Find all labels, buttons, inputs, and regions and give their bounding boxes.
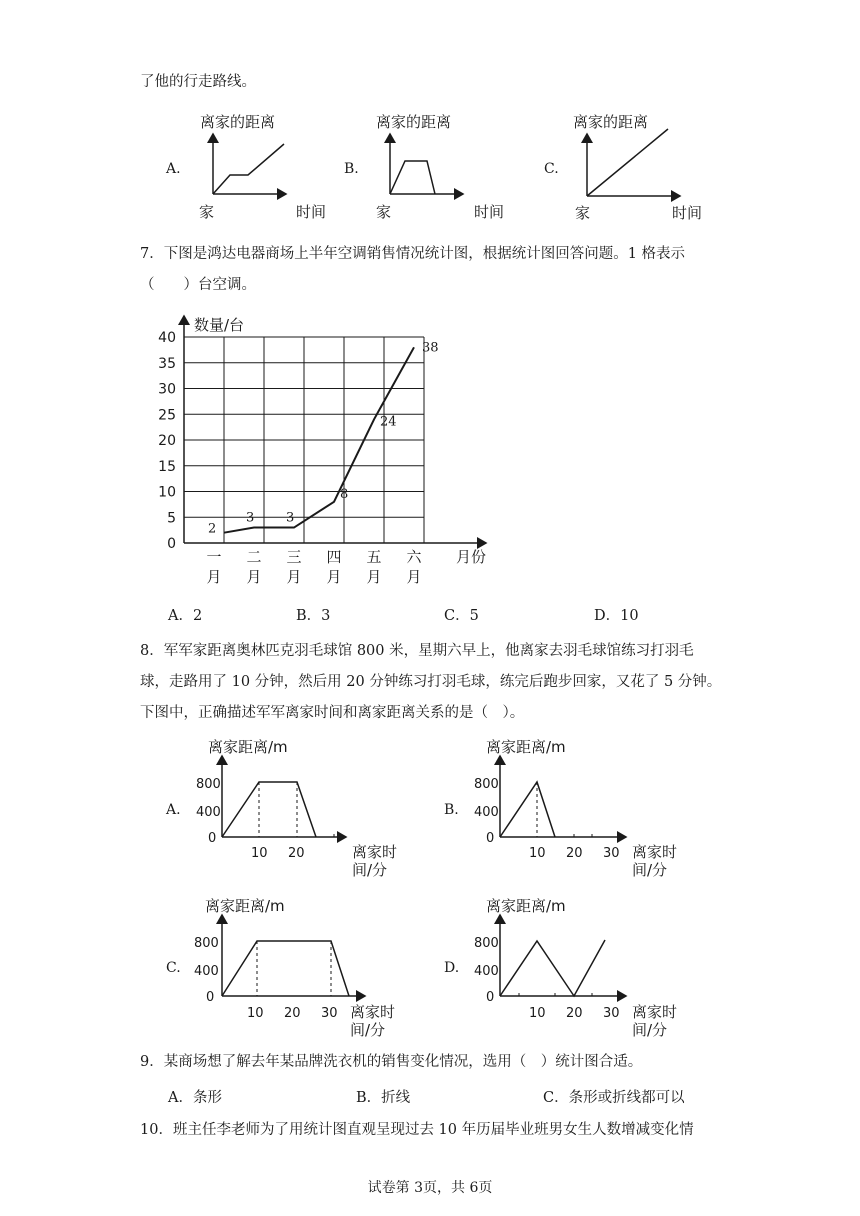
svg-text:30: 30 — [603, 846, 620, 861]
svg-text:A.: A. — [166, 802, 181, 818]
chart-data-label: 38 — [422, 340, 439, 356]
chart-ylabel: 数量/台 — [194, 316, 245, 334]
q6-option-c-ylabel: 离家的距离 — [573, 113, 649, 131]
svg-text:10: 10 — [529, 1006, 546, 1021]
svg-text:400: 400 — [196, 805, 221, 820]
svg-text:离家时: 离家时 — [352, 843, 398, 861]
svg-text:0: 0 — [208, 831, 217, 846]
chart-data-label: 8 — [340, 486, 349, 502]
chart-data-label: 3 — [246, 510, 255, 526]
q8-graph-a — [165, 738, 397, 879]
q6-option-b-letter: B. — [344, 161, 359, 177]
q9-option-c[interactable]: C．条形或折线都可以 — [543, 1090, 685, 1106]
q6-option-b-line — [390, 161, 435, 194]
q8-graph-b — [444, 738, 677, 879]
svg-text:30: 30 — [603, 1006, 620, 1021]
q6-option-a-ylabel: 离家的距离 — [200, 113, 276, 131]
chart-ytick-label: 20 — [158, 433, 176, 449]
svg-text:间/分: 间/分 — [352, 861, 388, 879]
svg-text:B.: B. — [444, 802, 459, 818]
sales-line-chart — [150, 310, 500, 590]
chart-xtick-label: 月 — [246, 568, 262, 586]
q6-option-c-origin: 家 — [575, 204, 591, 222]
q8-graph-c — [166, 897, 395, 1039]
svg-text:0: 0 — [486, 831, 495, 846]
svg-text:间/分: 间/分 — [350, 1021, 386, 1039]
q8-graph-d — [444, 897, 677, 1039]
chart-xtick-label: 六 — [406, 548, 422, 566]
q6-option-b-ylabel: 离家的距离 — [376, 113, 452, 131]
chart-xlabel: 月份 — [456, 548, 487, 566]
q6-option-a-origin: 家 — [199, 203, 215, 221]
svg-text:0: 0 — [206, 990, 215, 1005]
svg-text:离家距离/m: 离家距离/m — [208, 738, 288, 756]
q7-text-line2: （ ）台空调。 — [140, 277, 256, 293]
q6-option-a-xlabel: 时间 — [296, 203, 327, 221]
svg-text:800: 800 — [474, 936, 499, 951]
q7-option-d[interactable]: D．10 — [594, 608, 639, 624]
svg-text:10: 10 — [251, 846, 268, 861]
q6-option-graphs — [0, 100, 860, 230]
svg-text:10: 10 — [247, 1006, 264, 1021]
q8-option-graphs — [0, 730, 860, 1050]
svg-text:离家距离/m: 离家距离/m — [205, 897, 285, 915]
svg-text:800: 800 — [474, 777, 499, 792]
svg-text:800: 800 — [194, 936, 219, 951]
q7-option-c[interactable]: C．5 — [444, 608, 479, 624]
q6-option-c-letter: C. — [544, 161, 559, 177]
svg-text:400: 400 — [474, 805, 499, 820]
chart-xtick-label: 五 — [366, 548, 382, 566]
q9-text: 9．某商场想了解去年某品牌洗衣机的销售变化情况，选用（ ）统计图合适。 — [140, 1054, 643, 1070]
q6-option-a-line — [213, 144, 284, 194]
chart-data-label: 24 — [380, 414, 397, 430]
svg-text:间/分: 间/分 — [632, 1021, 668, 1039]
q6-option-b-xlabel: 时间 — [474, 203, 505, 221]
svg-text:10: 10 — [529, 846, 546, 861]
q7-text-line1: 7．下图是鸿达电器商场上半年空调销售情况统计图，根据统计图回答问题。1 格表示 — [140, 246, 686, 262]
chart-data-label: 2 — [208, 521, 217, 537]
svg-text:20: 20 — [566, 846, 583, 861]
chart-ytick-label: 35 — [158, 355, 176, 372]
chart-xtick-label: 月 — [326, 568, 342, 586]
svg-text:离家距离/m: 离家距离/m — [486, 738, 566, 756]
q6-option-c-xlabel: 时间 — [672, 204, 703, 222]
q6-option-b-origin: 家 — [376, 203, 392, 221]
chart-ytick-label: 30 — [158, 381, 176, 398]
chart-xtick-label: 月 — [366, 568, 382, 586]
page-footer: 试卷第 3页，共 6页 — [367, 1180, 493, 1196]
chart-ytick-label: 25 — [158, 407, 176, 424]
q8-text-line3: 下图中，正确描述军军离家时间和离家距离关系的是（ ）。 — [140, 705, 525, 721]
svg-text:0: 0 — [486, 990, 495, 1005]
svg-text:离家时: 离家时 — [632, 843, 678, 861]
q6-text-tail: 了他的行走路线。 — [140, 74, 256, 90]
svg-text:间/分: 间/分 — [632, 861, 668, 879]
svg-text:400: 400 — [194, 964, 219, 979]
svg-text:离家时: 离家时 — [350, 1003, 396, 1021]
svg-text:C.: C. — [166, 960, 181, 976]
chart-xtick-label: 三 — [286, 548, 302, 566]
svg-text:20: 20 — [566, 1006, 583, 1021]
q7-option-a[interactable]: A．2 — [168, 608, 203, 624]
chart-xtick-label: 月 — [206, 568, 222, 586]
chart-xtick-label: 四 — [326, 548, 342, 566]
q6-option-a-letter: A. — [166, 161, 181, 177]
q8-text-line2: 球，走路用了 10 分钟，然后用 20 分钟练习打羽毛球，练完后跑步回家，又花了 5 分钟。 — [140, 674, 722, 690]
q9-option-a[interactable]: A．条形 — [168, 1090, 222, 1106]
q8-text-line1: 8．军军家距离奥林匹克羽毛球馆 800 米，星期六早上，他离家去羽毛球馆练习打羽毛 — [140, 643, 694, 659]
chart-data-label: 3 — [286, 510, 295, 526]
svg-text:20: 20 — [288, 846, 305, 861]
svg-text:D.: D. — [444, 960, 460, 976]
chart-xtick-label: 月 — [286, 568, 302, 586]
q9-option-b[interactable]: B．折线 — [356, 1090, 411, 1106]
svg-text:30: 30 — [321, 1006, 338, 1021]
chart-ytick-label: 0 — [167, 536, 176, 552]
svg-text:400: 400 — [474, 964, 499, 979]
chart-xtick-label: 月 — [406, 568, 422, 586]
svg-text:20: 20 — [284, 1006, 301, 1021]
chart-ytick-label: 10 — [158, 484, 176, 501]
chart-ytick-label: 5 — [167, 510, 176, 527]
q7-option-b[interactable]: B．3 — [296, 608, 331, 624]
svg-text:离家时: 离家时 — [632, 1003, 678, 1021]
q6-option-c-line — [587, 129, 668, 196]
svg-text:离家距离/m: 离家距离/m — [486, 897, 566, 915]
chart-ytick-label: 40 — [158, 330, 176, 346]
q10-text: 10．班主任李老师为了用统计图直观呈现过去 10 年历届毕业班男女生人数增减变化情 — [140, 1122, 694, 1138]
svg-text:800: 800 — [196, 777, 221, 792]
chart-ytick-label: 15 — [158, 458, 176, 475]
chart-xtick-label: 二 — [246, 548, 262, 566]
chart-xtick-label: 一 — [206, 548, 222, 566]
